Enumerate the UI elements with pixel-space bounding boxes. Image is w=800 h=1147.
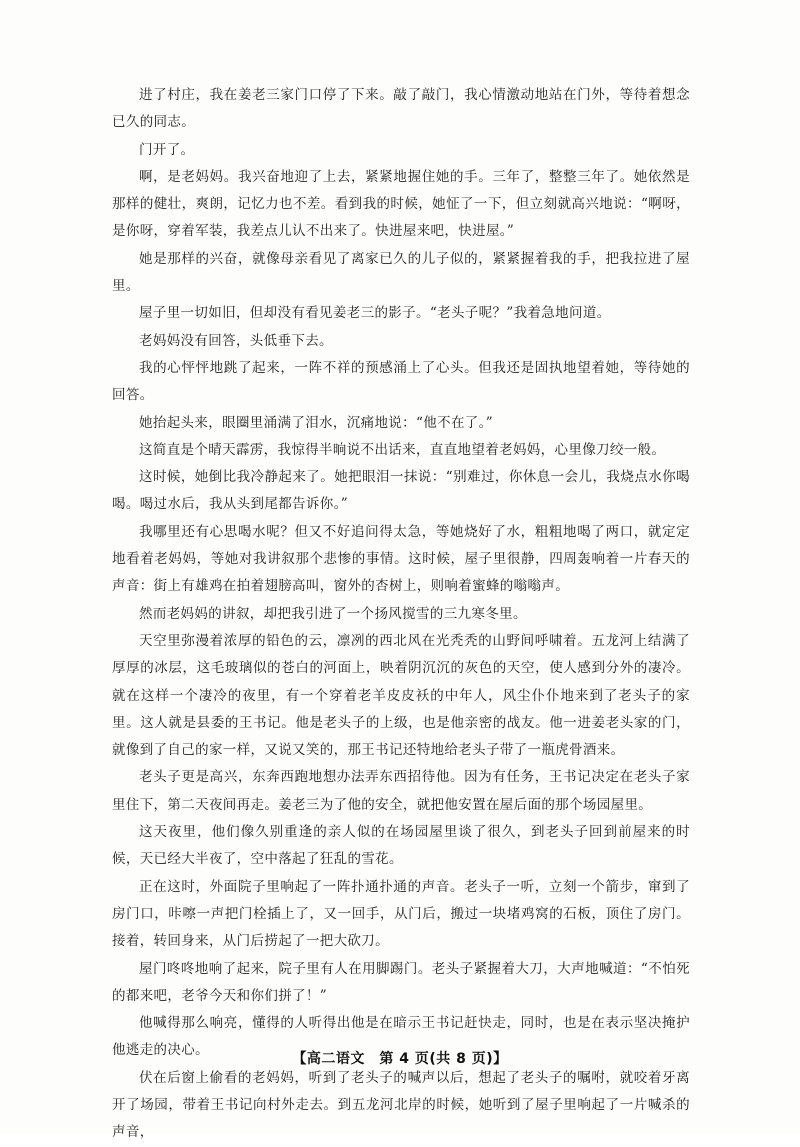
paragraph-15: 这天夜里，他们像久别重逢的亲人似的在场园屋里谈了很久，到老头子回到前屋来的时候，天已经大半夜了，空中落起了狂乱的雪花。 xyxy=(112,824,690,868)
paragraph-11: 我哪里还有心思喝水呢？但又不好追问得太急，等她烧好了水，粗粗地喝了两口，就定定地看着老妈妈，等她对我讲叙那个悲惨的事情。这时候，屋子里很静，四周轰响着一片春天的声音：街上有雄鸡在拍着翅膀高叫，窗外的杏树上，则响着蜜蜂的嗡嗡声。 xyxy=(112,523,690,595)
story-text xyxy=(112,82,690,1147)
paragraph-8: 她抬起头来，眼圈里涌满了泪水，沉痛地说：“他不在了。” xyxy=(139,414,494,431)
page-footer: 【高二语文 第 4 页(共 8 页)】 xyxy=(292,1051,508,1067)
paragraph-1: 进了村庄，我在姜老三家门口停了下来。敲了敲门，我心情激动地站在门外，等待着想念已久的同志。 xyxy=(112,87,690,131)
paragraph-5: 屋子里一切如旧，但却没有看见姜老三的影子。“老头子呢？”我着急地问道。 xyxy=(139,305,611,322)
paragraph-10: 这时候，她倒比我冷静起来了。她把眼泪一抹说：“别难过，你休息一会儿，我烧点水你喝喝。喝过水后，我从头到尾都告诉你。” xyxy=(112,469,690,513)
paragraph-14: 老头子更是高兴，东奔西跑地想办法弄东西招待他。因为有任务，王书记决定在老头子家里住下，第二天夜间再走。姜老三为了他的安全，就把他安置在屋后面的那个场园屋里。 xyxy=(112,769,690,813)
paragraph-16: 正在这时，外面院子里响起了一阵扑通扑通的声音。老头子一听，立刻一个箭步，窜到了房门口，咔嚓一声把门栓插上了，又一回手，从门后，搬过一块堵鸡窝的石板，顶住了房门。接着，转回身来，从门后捞起了一把大砍刀。 xyxy=(112,878,690,950)
paragraph-18: 他喊得那么响亮，懂得的人听得出他是在暗示王书记赶快走，同时，也是在表示坚决掩护他逃走的决心。 xyxy=(112,1015,690,1059)
paragraph-19: 伏在后窗上偷看的老妈妈，听到了老头子的喊声以后，想起了老头子的嘱咐，就咬着牙离开了场园，带着王书记向村外走去。到五龙河北岸的时候，她听到了屋子里响起了一片喊杀的声音， xyxy=(112,1069,690,1141)
paragraph-12: 然而老妈妈的讲叙，却把我引进了一个扬风搅雪的三九寒冬里。 xyxy=(139,605,527,622)
paragraph-9: 这简直是个晴天霹雳，我惊得半晌说不出话来，直直地望着老妈妈，心里像刀绞一般。 xyxy=(139,441,666,458)
paragraph-17: 屋门咚咚地响了起来，院子里有人在用脚踢门。老头子紧握着大刀，大声地喊道：“不怕死的都来吧，老爷今天和你们拼了！” xyxy=(112,960,690,1004)
paragraph-4: 她是那样的兴奋，就像母亲看见了离家已久的儿子似的，紧紧握着我的手，把我拉进了屋里。 xyxy=(112,250,690,295)
paragraph-6: 老妈妈没有回答，头低垂下去。 xyxy=(139,332,333,349)
paragraph-2: 门开了。 xyxy=(139,141,195,158)
paragraph-3: 啊，是老妈妈。我兴奋地迎了上去，紧紧地握住她的手。三年了，整整三年了。她依然是那样的健壮，爽朗，记忆力也不差。看到我的时候，她怔了一下，但立刻就高兴地说：“啊呀，是你呀，穿着军装，我差点儿认不出来了。快进屋来吧，快进屋。” xyxy=(112,168,690,240)
paragraph-7: 我的心怦怦地跳了起来，一阵不祥的预感涌上了心头。但我还是固执地望着她，等待她的回答。 xyxy=(112,359,690,404)
paragraph-13: 天空里弥漫着浓厚的铅色的云，凛冽的西北风在光秃秃的山野间呼啸着。五龙河上结满了厚厚的冰层，这毛玻璃似的苍白的河面上，映着阴沉沉的灰色的天空，使人感到分外的凄冷。就在这样一个凄冷的夜里，有一个穿着老羊皮皮袄的中年人，风尘仆仆地来到了老头子的家里。这人就是县委的王书记。他是老头子的上级，也是他亲密的战友。他一进姜老头家的门，就像到了自己的家一样，又说又笑的，那王书记还特地给老头子带了一瓶虎骨酒来。 xyxy=(112,632,690,759)
